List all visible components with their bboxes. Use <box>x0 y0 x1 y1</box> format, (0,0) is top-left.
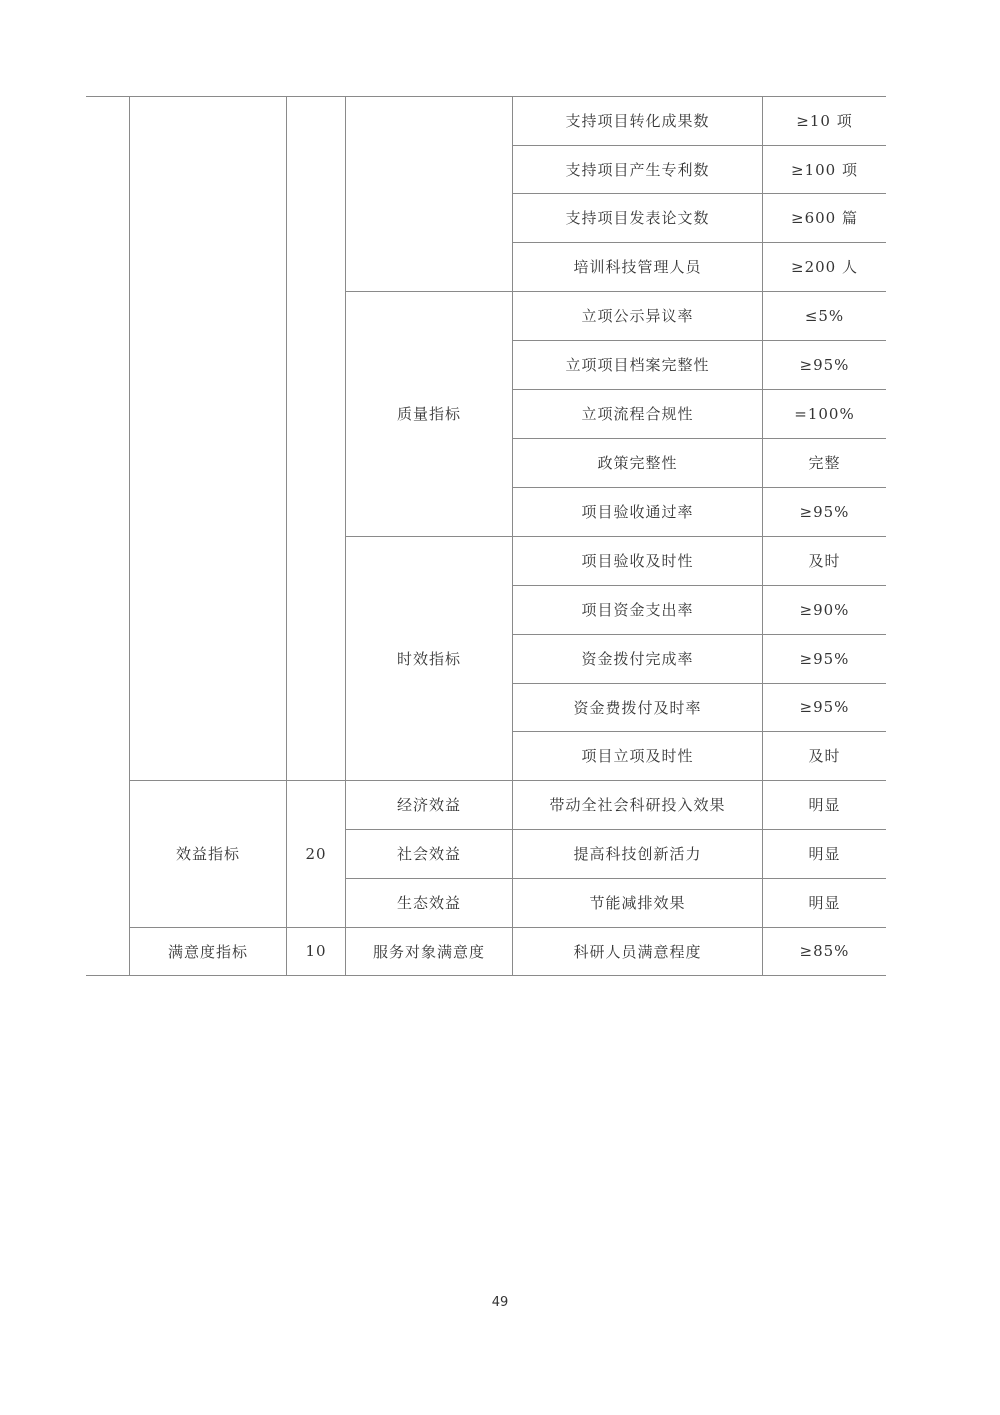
satisfaction-score: 10 <box>305 942 327 960</box>
target-cell: ≥95% <box>799 502 850 521</box>
indicator-cell: 科研人员满意程度 <box>573 942 702 961</box>
quality-label: 质量指标 <box>396 405 461 423</box>
target-cell: ≤5% <box>804 306 845 325</box>
benefit-score: 20 <box>305 844 327 863</box>
indicator-cell: 资金费拨付及时率 <box>573 698 702 717</box>
indicator-cell: 政策完整性 <box>597 454 678 472</box>
sub-category-cell: 经济效益 <box>396 796 461 814</box>
indicator-cell: 立项流程合规性 <box>581 405 694 423</box>
target-cell: ≥95% <box>799 649 850 668</box>
target-cell: 及时 <box>808 747 841 765</box>
benefit-label: 效益指标 <box>175 845 240 863</box>
target-cell: 完整 <box>808 454 841 472</box>
indicator-cell: 节能减排效果 <box>589 894 686 912</box>
indicator-cell: 培训科技管理人员 <box>573 258 702 276</box>
page-number: 49 <box>491 1295 509 1310</box>
indicator-table <box>86 96 886 976</box>
target-cell: ≥90% <box>799 600 850 619</box>
target-cell: ≥95% <box>799 355 850 374</box>
indicator-cell: 带动全社会科研投入效果 <box>549 796 726 814</box>
sub-category-cell: 社会效益 <box>396 845 461 863</box>
indicator-cell: 支持项目发表论文数 <box>565 209 710 227</box>
target-cell: ≥95% <box>799 698 850 716</box>
target-cell: ≥600 篇 <box>791 209 858 227</box>
target-cell: ≥100 项 <box>791 160 858 179</box>
row-divider <box>86 975 886 976</box>
sub-category-cell: 服务对象满意度 <box>372 942 485 961</box>
target-cell: ≥200 人 <box>791 258 858 276</box>
indicator-cell: 支持项目产生专利数 <box>565 160 710 179</box>
indicator-cell: 项目验收及时性 <box>581 552 694 570</box>
timeliness-label: 时效指标 <box>396 649 461 668</box>
target-cell: 明显 <box>808 796 841 814</box>
target-cell: =100% <box>794 404 855 423</box>
indicator-cell: 支持项目转化成果数 <box>565 112 710 130</box>
indicator-cell: 项目验收通过率 <box>581 503 694 521</box>
target-cell: 及时 <box>808 552 841 570</box>
target-cell: ≥85% <box>799 942 850 960</box>
indicator-cell: 资金拨付完成率 <box>581 650 694 668</box>
target-cell: ≥10 项 <box>796 112 853 130</box>
indicator-cell: 项目立项及时性 <box>581 747 694 765</box>
indicator-cell: 立项公示异议率 <box>581 307 694 325</box>
indicator-cell: 项目资金支出率 <box>581 601 694 619</box>
target-cell: 明显 <box>808 894 841 912</box>
satisfaction-label: 满意度指标 <box>167 942 248 961</box>
target-cell: 明显 <box>808 845 841 863</box>
indicator-cell: 提高科技创新活力 <box>573 845 702 863</box>
indicator-cell: 立项项目档案完整性 <box>565 356 710 374</box>
sub-category-cell: 生态效益 <box>396 894 461 912</box>
